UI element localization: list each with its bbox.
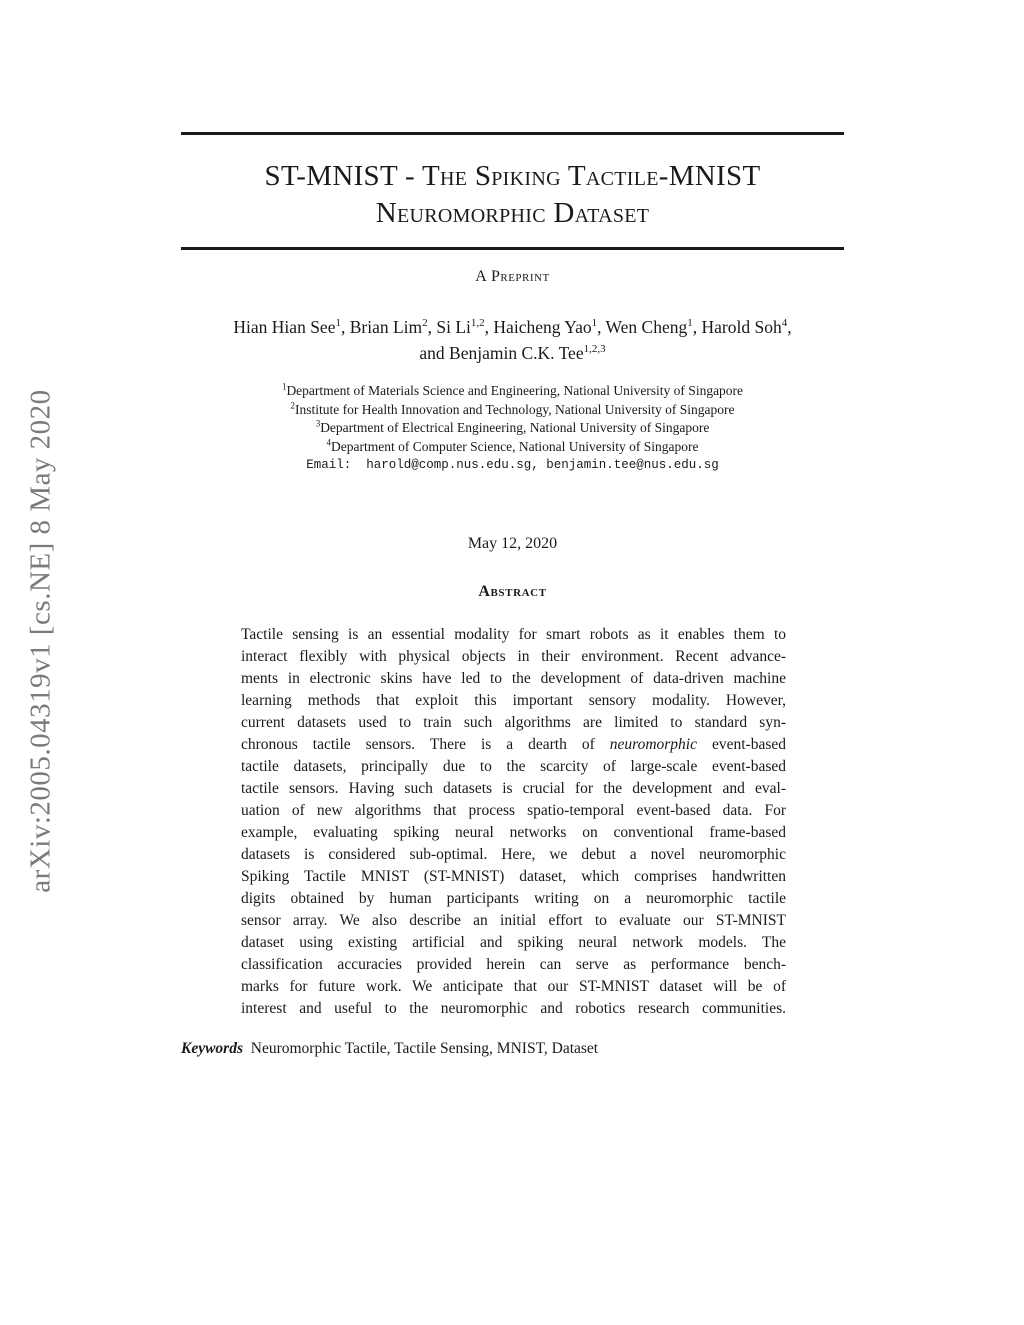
author-affil-sup: 1 (335, 317, 341, 330)
affiliation-text: Institute for Health Innovation and Technology, National University of Singapore (294, 401, 735, 417)
preprint-label: A Preprint (475, 268, 550, 285)
abstract-line: sensor array. We also describe an initial effort to evaluate our ST-MNIST (241, 912, 786, 929)
author-name: Si Li (436, 317, 471, 337)
title-bottom-rule (181, 247, 844, 250)
author-name: Brian Lim (349, 317, 423, 337)
abstract-line: Spiking Tactile MNIST (ST-MNIST) dataset, which comprises handwritten (241, 868, 786, 885)
affiliation-text: Department of Materials Science and Engineering, National University of Singapore (286, 383, 744, 398)
affiliation-line (181, 401, 844, 420)
affiliation-line (181, 419, 844, 438)
abstract-heading: Abstract (478, 583, 547, 600)
abstract-line: tactile sensors. Having such datasets is crucial for the development and eval- (241, 780, 786, 797)
abstract-line: marks for future work. We anticipate that our ST-MNIST dataset will be of (241, 978, 786, 995)
author-name: Wen Cheng (605, 317, 688, 337)
affiliation-line (181, 438, 844, 457)
affiliation-text: Department of Computer Science, National University of Singapore (331, 438, 699, 454)
title-top-rule (181, 132, 844, 135)
affiliation-sup: 2 (290, 400, 295, 410)
affiliations (181, 382, 844, 475)
title-line-1: ST-MNIST - The Spiking Tactile-MNIST (264, 160, 761, 192)
abstract-line: current datasets used to train such algorithms are limited to standard syn- (241, 714, 786, 731)
affiliation-sup: 1 (281, 381, 287, 392)
abstract-line: tactile datasets, principally due to the scarcity of large-scale event-based (241, 758, 786, 775)
arxiv-side-stamp: arXiv:2005.04319v1 [cs.NE] 8 May 2020 (24, 389, 57, 893)
abstract-line: Tactile sensing is an essential modality for smart robots as it enables them to (241, 626, 786, 643)
keywords-label: Keywords (181, 1040, 243, 1057)
abstract-line: interact flexibly with physical objects in their environment. Recent advance- (241, 648, 786, 665)
emphasis-word: neuromorphic (609, 736, 697, 753)
paper-date: May 12, 2020 (467, 535, 558, 552)
affiliation-line (181, 382, 844, 401)
author-name: Haicheng Yao (493, 317, 592, 337)
abstract-line: chronous tactile sensors. There is a dearth of neuromorphic event-based (241, 736, 786, 753)
abstract-line: datasets is considered sub-optimal. Here, we debut a novel neuromorphic (241, 846, 786, 863)
abstract-line: uation of new algorithms that process spatio-temporal event-based data. For (241, 802, 786, 819)
abstract-line: classification accuracies provided herein can serve as performance bench- (241, 956, 786, 973)
abstract-line: dataset using existing artificial and spiking neural network models. The (241, 934, 786, 951)
abstract-line: digits obtained by human participants writing on a neuromorphic tactile (241, 890, 786, 907)
keywords-text: Neuromorphic Tactile, Tactile Sensing, MNIST, Dataset (250, 1040, 599, 1057)
author-affil-sup: 1,2 (470, 317, 485, 330)
author-name: Harold Soh (701, 317, 782, 337)
abstract-line: interest and useful to the neuromorphic and robotics research communities. (241, 1000, 786, 1017)
abstract-line: example, evaluating spiking neural networks on conventional frame-based (241, 824, 786, 841)
author-affil-sup: 1 (687, 317, 693, 330)
title-line-2: Neuromorphic Dataset (375, 197, 650, 229)
affiliation-text: Department of Electrical Engineering, National University of Singapore (320, 420, 710, 435)
author-name: and Benjamin C.K. Tee (419, 343, 584, 363)
paper-title (181, 158, 844, 232)
abstract-body (241, 624, 786, 1020)
author-affil-sup: 2 (422, 317, 428, 330)
abstract-line: ments in electronic skins have led to the development of data-driven machine (241, 670, 786, 687)
abstract-line: learning methods that exploit this important sensory modality. However, (241, 692, 786, 709)
author-affil-sup: 1 (591, 317, 598, 330)
author-affil-sup: 1,2,3 (583, 343, 606, 356)
author-name: Hian Hian See (233, 317, 336, 337)
author-affil-sup: 4 (781, 317, 788, 330)
author-list: Hian Hian See$^1$, Brian Lim$^2$, Si Li$^{1,2}$, Haicheng Yao$^1$, Wen Cheng$^1$, Harold Soh$^4$, and Benjamin C.K. Tee$^{1,2,3}$ (233, 317, 792, 363)
affiliation-sup: 4 (326, 437, 332, 447)
affiliation-sup: 3 (315, 418, 321, 429)
email-line[interactable]: Email: harold@comp.nus.edu.sg, benjamin.tee@nus.edu.sg (306, 458, 719, 472)
keywords-line (181, 1040, 598, 1058)
